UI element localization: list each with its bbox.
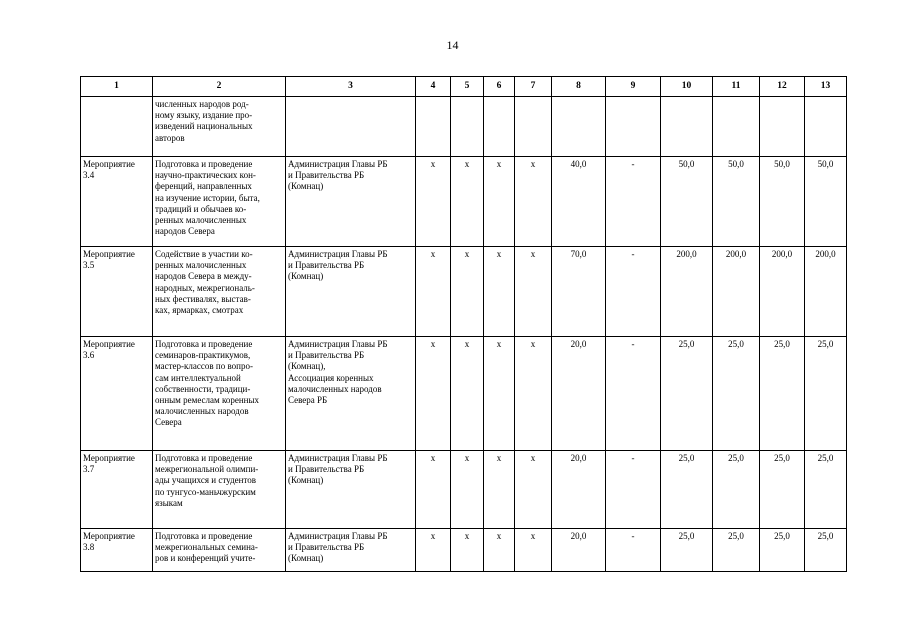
- program-table: [80, 76, 847, 572]
- col13-cell: 50,0: [805, 157, 847, 247]
- executor-cell: Администрация Главы РБ и Правительства РБ (Комнац): [286, 529, 416, 572]
- executor-cell: Администрация Главы РБ и Правительства РБ (Комнац): [286, 157, 416, 247]
- col4-cell: [416, 97, 451, 157]
- table-row: [81, 247, 847, 337]
- measure-cell: Мероприятие 3.8: [81, 529, 153, 572]
- col5-cell: х: [451, 337, 484, 451]
- column-header: 13: [805, 77, 847, 97]
- col5-cell: х: [451, 529, 484, 572]
- table-row: [81, 337, 847, 451]
- column-header: 7: [515, 77, 552, 97]
- table-row: [81, 529, 847, 572]
- col11-cell: 25,0: [713, 529, 760, 572]
- description-cell: Подготовка и проведение научно-практических кон- ференций, направленных на изучение истории, быта, традиций и обычаев ко- ренных малочисленных народов Севера: [153, 157, 286, 247]
- col10-cell: 25,0: [661, 337, 713, 451]
- col8-cell: 70,0: [552, 247, 606, 337]
- description-cell: Подготовка и проведение межрегиональной олимпи- ады учащихся и студентов по тунгусо-маньчжурским языкам: [153, 451, 286, 529]
- col12-cell: 25,0: [760, 337, 805, 451]
- table-row: [81, 451, 847, 529]
- col12-cell: [760, 97, 805, 157]
- measure-cell: Мероприятие 3.6: [81, 337, 153, 451]
- col12-cell: 50,0: [760, 157, 805, 247]
- header-row: [81, 77, 847, 97]
- col6-cell: х: [484, 247, 515, 337]
- executor-cell: Администрация Главы РБ и Правительства РБ (Комнац), Ассоциация коренных малочисленных народов Севера РБ: [286, 337, 416, 451]
- col8-cell: 20,0: [552, 451, 606, 529]
- description-cell: численных народов род- ному языку, издание про- изведений национальных авторов: [153, 97, 286, 157]
- description-cell: Подготовка и проведение межрегиональных семина- ров и конференций учите-: [153, 529, 286, 572]
- col5-cell: [451, 97, 484, 157]
- col9-cell: -: [606, 247, 661, 337]
- col13-cell: 200,0: [805, 247, 847, 337]
- table-row: [81, 97, 847, 157]
- col10-cell: [661, 97, 713, 157]
- col8-cell: 40,0: [552, 157, 606, 247]
- measure-cell: Мероприятие 3.7: [81, 451, 153, 529]
- col10-cell: 25,0: [661, 529, 713, 572]
- col6-cell: х: [484, 451, 515, 529]
- col6-cell: х: [484, 529, 515, 572]
- col5-cell: х: [451, 451, 484, 529]
- table-row: [81, 157, 847, 247]
- column-header: 3: [286, 77, 416, 97]
- column-header: 4: [416, 77, 451, 97]
- col11-cell: 50,0: [713, 157, 760, 247]
- col11-cell: 25,0: [713, 337, 760, 451]
- col9-cell: -: [606, 451, 661, 529]
- col13-cell: 25,0: [805, 337, 847, 451]
- executor-cell: Администрация Главы РБ и Правительства РБ (Комнац): [286, 451, 416, 529]
- col10-cell: 200,0: [661, 247, 713, 337]
- col4-cell: х: [416, 451, 451, 529]
- col11-cell: 25,0: [713, 451, 760, 529]
- col8-cell: 20,0: [552, 529, 606, 572]
- col8-cell: [552, 97, 606, 157]
- col13-cell: 25,0: [805, 529, 847, 572]
- col7-cell: [515, 97, 552, 157]
- col7-cell: х: [515, 337, 552, 451]
- col12-cell: 200,0: [760, 247, 805, 337]
- description-cell: Подготовка и проведение семинаров-практикумов, мастер-классов по вопро- сам интеллектуальной собственности, традици- онным ремеслам коренных малочисленных народов Севера: [153, 337, 286, 451]
- col7-cell: х: [515, 247, 552, 337]
- col11-cell: [713, 97, 760, 157]
- col7-cell: х: [515, 529, 552, 572]
- col11-cell: 200,0: [713, 247, 760, 337]
- col7-cell: х: [515, 451, 552, 529]
- col6-cell: [484, 97, 515, 157]
- executor-cell: Администрация Главы РБ и Правительства РБ (Комнац): [286, 247, 416, 337]
- col4-cell: х: [416, 529, 451, 572]
- col13-cell: 25,0: [805, 451, 847, 529]
- col7-cell: х: [515, 157, 552, 247]
- col13-cell: [805, 97, 847, 157]
- column-header: 9: [606, 77, 661, 97]
- column-header: 8: [552, 77, 606, 97]
- col4-cell: х: [416, 337, 451, 451]
- executor-cell: [286, 97, 416, 157]
- col12-cell: 25,0: [760, 451, 805, 529]
- col10-cell: 50,0: [661, 157, 713, 247]
- measure-cell: [81, 97, 153, 157]
- col4-cell: х: [416, 157, 451, 247]
- col4-cell: х: [416, 247, 451, 337]
- column-header: 1: [81, 77, 153, 97]
- col6-cell: х: [484, 337, 515, 451]
- col9-cell: -: [606, 337, 661, 451]
- measure-cell: Мероприятие 3.5: [81, 247, 153, 337]
- col9-cell: -: [606, 529, 661, 572]
- col5-cell: х: [451, 247, 484, 337]
- column-header: 10: [661, 77, 713, 97]
- column-header: 5: [451, 77, 484, 97]
- column-header: 6: [484, 77, 515, 97]
- column-header: 12: [760, 77, 805, 97]
- col5-cell: х: [451, 157, 484, 247]
- col9-cell: -: [606, 157, 661, 247]
- col6-cell: х: [484, 157, 515, 247]
- page-number: 14: [446, 38, 459, 52]
- column-header: 11: [713, 77, 760, 97]
- col9-cell: [606, 97, 661, 157]
- col10-cell: 25,0: [661, 451, 713, 529]
- col8-cell: 20,0: [552, 337, 606, 451]
- measure-cell: Мероприятие 3.4: [81, 157, 153, 247]
- col12-cell: 25,0: [760, 529, 805, 572]
- description-cell: Содействие в участии ко- ренных малочисленных народов Севера в между- народных, межрегиональ- ных фестивалях, выстав- ках, ярмарках, смотрах: [153, 247, 286, 337]
- column-header: 2: [153, 77, 286, 97]
